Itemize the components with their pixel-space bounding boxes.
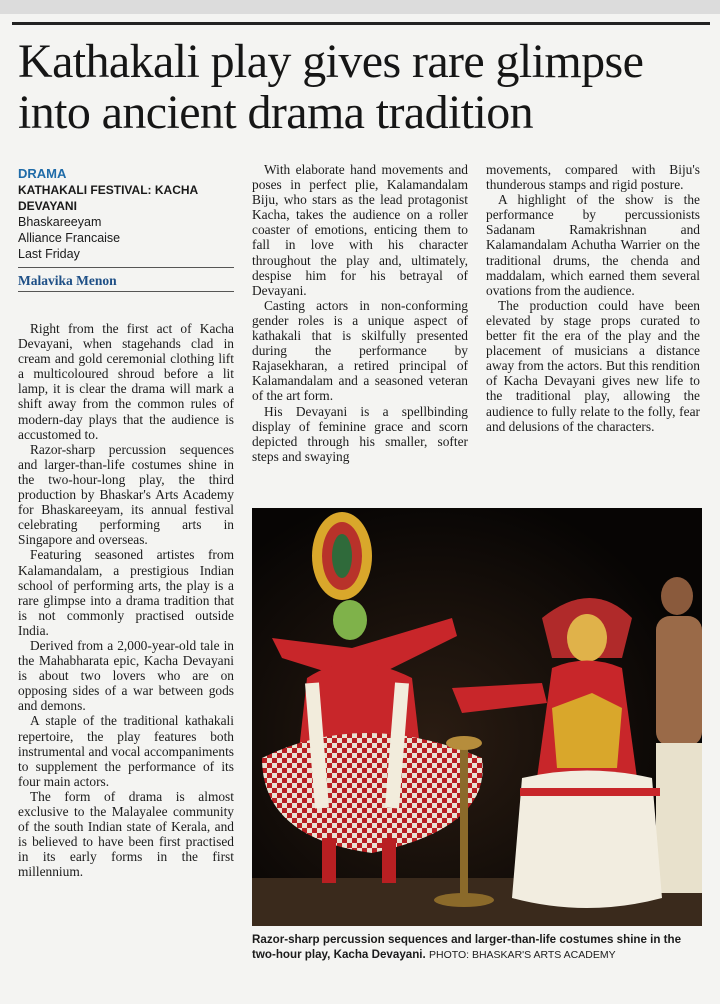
photo-credit: PHOTO: BHASKAR'S ARTS ACADEMY [428, 949, 616, 961]
article-column-2 [252, 162, 468, 464]
paragraph: Casting actors in non-conforming gender roles is a unique aspect of kathakali that is skilfully presented during the performance by Rajasekharan, a retired principal of Kalamandalam and a seasoned veteran of the art form. [252, 297, 468, 404]
performance-photo [252, 508, 702, 926]
paragraph: Razor-sharp percussion sequences and larger-than-life costumes shine in the two-hour-long play, the third production by Bhaskar's Arts Academy for Bhaskareeyam, its annual festival celebrating performing arts in Singapore and overseas. [18, 441, 234, 548]
musician-figure [656, 577, 702, 893]
paragraph: Derived from a 2,000-year-old tale in the Mahabharata epic, Kacha Devayani is about two lovers who are on opposing sides of a war between gods and demons. [18, 637, 234, 714]
review-info-box [18, 166, 234, 262]
paragraph: The form of drama is almost exclusive to the Malayalee community of the south Indian state of Kerala, and is believed to have been first practised in its early forms in the first millennium. [18, 788, 234, 880]
article-column-1 [18, 321, 234, 879]
paragraph: movements, compared with Biju's thunderous stamps and rigid posture. [486, 162, 700, 193]
paragraph: A staple of the traditional kathakali repertoire, the play features both instrumental and vocal accompaniments to supplement the performance of its four main actors. [18, 713, 234, 789]
byline-rule-bottom [18, 291, 234, 292]
paragraph: Right from the first act of Kacha Devayani, when stagehands clad in cream and gold ceremonial clothing lift a multicoloured shroud before a lit lamp, it is clear the drama will mark a shift away from the common rules of modern-day plays that the audience is accustomed to. [18, 321, 234, 442]
venue: Alliance Francaise [18, 231, 121, 245]
top-rule [12, 22, 710, 25]
presenter: Bhaskareeyam [18, 215, 102, 229]
paragraph: His Devayani is a spellbinding display of feminine grace and scorn depicted through his smaller, softer steps and swaying [252, 403, 468, 464]
photo-caption [252, 932, 702, 963]
byline-rule-top [18, 267, 234, 268]
top-bar [0, 0, 720, 14]
headline: Kathakali play gives rare glimpse into ancient drama tradition [18, 35, 644, 139]
section-kicker: DRAMA [18, 166, 67, 181]
festival-title: KATHAKALI FESTIVAL: KACHA DEVAYANI [18, 183, 198, 213]
date: Last Friday [18, 247, 80, 261]
paragraph: With elaborate hand movements and poses in perfect plie, Kalamandalam Biju, who stars as the lead protagonist Kacha, takes the audience on a roller coaster of emotions, enticing them to fall in love with his character throughout the play and, ultimately, despise him for his betrayal of Devayani. [252, 162, 468, 298]
byline: Malavika Menon [18, 273, 117, 288]
caption-text: Razor-sharp percussion sequences and larger-than-life costumes shine in the two-hour play, Kacha Devayani. [252, 933, 682, 961]
paragraph: Featuring seasoned artistes from Kalamandalam, a prestigious Indian school of performing arts, the play is a rare glimpse into a drama tradition that is not commonly practised outside India. [18, 547, 234, 638]
photo-illustration [252, 508, 702, 926]
paragraph: A highlight of the show is the performance by percussionists Sadanam Ramakrishnan and Kalamandalam Achutha Warrier on the traditional drums, the chenda and maddalam, which earned them several ovations from the audience. [486, 192, 700, 298]
paragraph: The production could have been elevated by stage props curated to better fit the era of the play and the placement of musicians a distance away from the actors. But this rendition of Kacha Devayani gives new life to the traditional play, allowing the audience to fully relate to the folly, fear and delusions of the characters. [486, 297, 700, 434]
article-column-3 [486, 162, 700, 434]
